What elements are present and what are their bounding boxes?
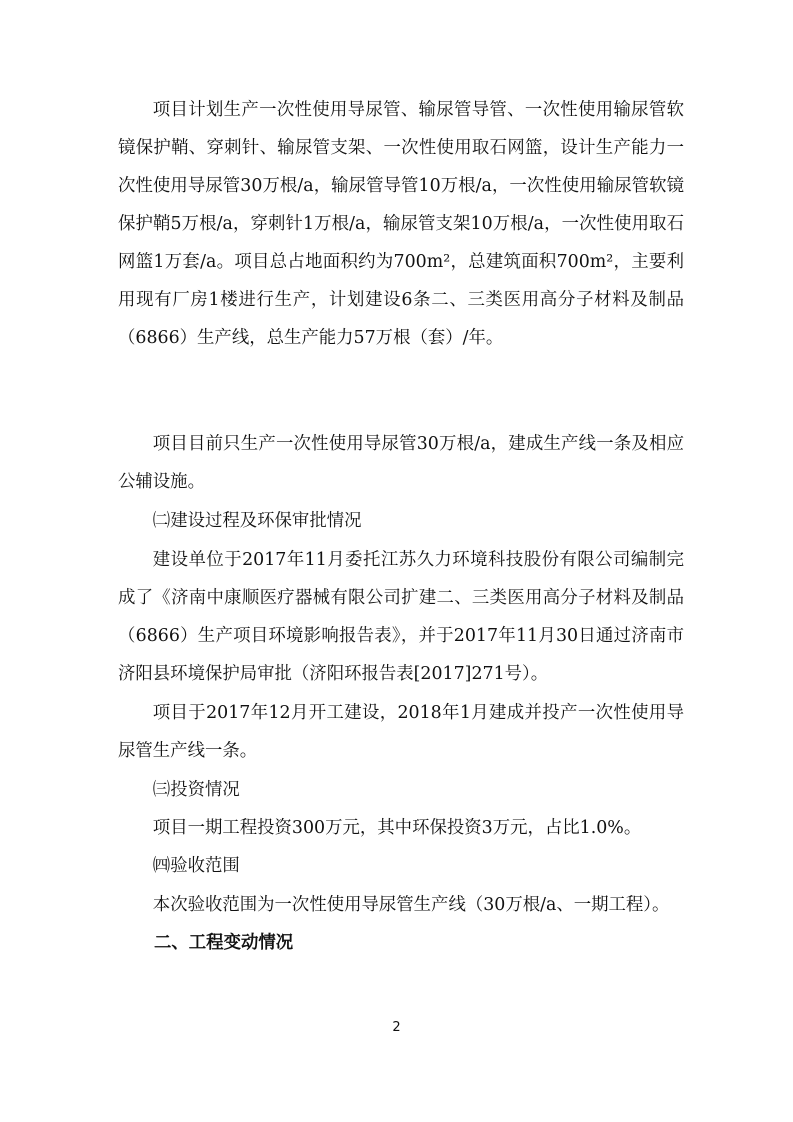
paragraph-current-production: 项目目前只生产一次性使用导尿管30万根/a，建成生产线一条及相应公辅设施。 [118, 434, 684, 492]
section-heading-engineering-changes: 二、工程变动情况 [154, 933, 294, 953]
paragraph-acceptance-scope: 本次验收范围为一次性使用导尿管生产线（30万根/a、一期工程）。 [152, 895, 670, 915]
paragraph-construction-timeline: 项目于2017年12月开工建设，2018年1月建成并投产一次性使用导尿管生产线一条。 [118, 703, 684, 761]
subheading-acceptance-scope: ㈣验收范围 [152, 856, 240, 876]
paragraph-eia-approval: 建设单位于2017年11月委托江苏久力环境科技股份有限公司编制完成了《济南中康顺医疗器械有限公司扩建二、三类医用高分子材料及制品（6866）生产项目环境影响报告表》，并于2017年11月30日通过济南市济阳县环境保护局审批（济阳环报告表[2017]271号）。 [118, 550, 684, 684]
subheading-investment: ㈢投资情况 [152, 780, 240, 800]
paragraph-production-plan: 项目计划生产一次性使用导尿管、输尿管导管、一次性使用输尿管软镜保护鞘、穿刺针、输尿管支架、一次性使用取石网篮，设计生产能力一次性使用导尿管30万根/a，输尿管导管10万根/a，一次性使用输尿管软镜保护鞘5万根/a，穿刺针1万根/a，输尿管支架10万根/a，一次性使用取石网篮1万套/a。项目总占地面积约为700m²，总建筑面积700m²，主要利用现有厂房1楼进行生产，计划建设6条二、三类医用高分子材料及制品（6866）生产线，总生产能力57万根（套）/年。 [118, 100, 684, 348]
subheading-construction-approval: ㈡建设过程及环保审批情况 [152, 511, 362, 531]
page-number: 2 [392, 1020, 401, 1035]
paragraph-investment: 项目一期工程投资300万元，其中环保投资3万元，占比1.0%。 [152, 818, 642, 838]
